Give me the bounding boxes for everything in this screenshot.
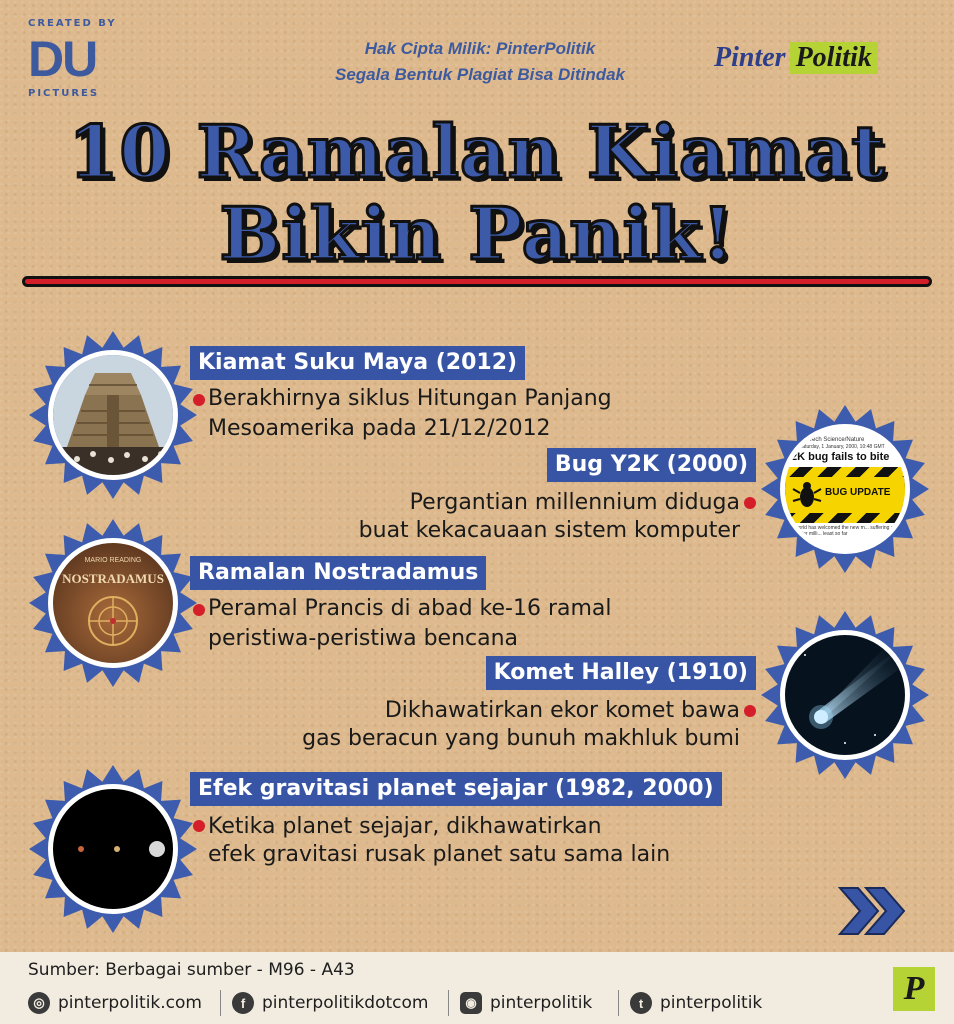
- badge-y2k: [760, 404, 930, 574]
- y2k-date: Saturday, 1 January, 2000, 10:48 GMT: [799, 444, 885, 450]
- desc-maya-line2: Mesoamerika pada 21/12/2012: [208, 416, 551, 441]
- desc-planets-line1: Ketika planet sejajar, dikhawatirkan: [208, 814, 602, 839]
- instagram-link[interactable]: [460, 990, 592, 1016]
- logo-pinter: Pinter: [714, 42, 786, 73]
- badge-halley: [760, 610, 930, 780]
- page-title-line2: Bikin Panik!: [219, 191, 735, 276]
- bullet-dot: [193, 394, 205, 406]
- nostradamus-book-image: [48, 538, 178, 668]
- copyright-line2: Segala Bentuk Plagiat Bisa Ditindak: [334, 65, 626, 84]
- badge-maya: [28, 330, 198, 500]
- du-pictures-logo: [28, 18, 118, 98]
- desc-nostradamus-line2: peristiwa-peristiwa bencana: [208, 626, 519, 651]
- heading-maya: Kiamat Suku Maya (2012): [190, 346, 525, 380]
- page-title-line1: 10 Ramalan Kiamat: [68, 109, 886, 194]
- created-by-label: CREATED BY: [28, 18, 117, 29]
- chevron-double-right-icon[interactable]: [838, 886, 908, 936]
- bullet-dot: [744, 497, 756, 509]
- y2k-header: Sci/Tech Science/Nature: [799, 437, 865, 443]
- footer-divider: [618, 990, 619, 1016]
- desc-halley-line1: Dikhawatirkan ekor komet bawa: [384, 698, 740, 723]
- desc-y2k-line1: Pergantian millennium diduga: [409, 490, 740, 515]
- source-text: Sumber: Berbagai sumber - M96 - A43: [28, 960, 355, 980]
- pictures-label: PICTURES: [28, 88, 100, 99]
- heading-nostradamus: Ramalan Nostradamus: [190, 556, 486, 590]
- bullet-dot: [193, 604, 205, 616]
- instagram-icon: ◉: [460, 992, 482, 1014]
- badge-planets: [28, 764, 198, 934]
- book-author: MARIO READING: [84, 557, 142, 564]
- bullet-dot: [193, 820, 205, 832]
- du-logo-letters: DU: [28, 31, 97, 87]
- pinterpolitik-p-logo: P: [893, 967, 935, 1011]
- astrolabe-icon: [83, 591, 143, 651]
- desc-y2k-line2: buat kekacauaan sistem komputer: [358, 518, 740, 543]
- facebook-icon: f: [232, 992, 254, 1014]
- facebook-label: pinterpolitikdotcom: [262, 993, 429, 1013]
- copyright-notice: [290, 36, 670, 88]
- website-label: pinterpolitik.com: [58, 993, 202, 1013]
- copyright-line1: Hak Cipta Milik: PinterPolitik: [364, 39, 596, 58]
- y2k-news-image: [780, 424, 910, 554]
- bullet-dot: [744, 705, 756, 717]
- globe-icon: ◎: [28, 992, 50, 1014]
- y2k-footer: world has welcomed the new m... suffering any major milli... least so far: [795, 525, 899, 537]
- instagram-label: pinterpolitik: [490, 993, 593, 1013]
- title-divider: [22, 276, 932, 287]
- logo-politik: Politik: [790, 42, 878, 74]
- twitter-label: pinterpolitik: [660, 993, 763, 1013]
- bug-update-banner: BUG UPDATE: [825, 487, 891, 498]
- desc-planets-line2: efek gravitasi rusak planet satu sama lain: [208, 842, 671, 867]
- footer-divider: [220, 990, 221, 1016]
- bug-icon: [791, 479, 823, 511]
- maya-pyramid-image: [48, 350, 178, 480]
- footer-divider: [448, 990, 449, 1016]
- heading-planets: Efek gravitasi planet sejajar (1982, 2000): [190, 772, 722, 806]
- aligned-planets-image: [48, 784, 178, 914]
- comet-image: [780, 630, 910, 760]
- twitter-link[interactable]: [630, 990, 762, 1016]
- desc-halley-line2: gas beracun yang bunuh makhluk bumi: [302, 726, 740, 751]
- y2k-headline: 2K bug fails to bite: [791, 451, 890, 463]
- twitter-icon: t: [630, 992, 652, 1014]
- desc-maya-line1: Berakhirnya siklus Hitungan Panjang: [208, 386, 612, 411]
- facebook-link[interactable]: [232, 990, 428, 1016]
- heading-halley: Komet Halley (1910): [486, 656, 756, 690]
- book-title: NOSTRADAMUS: [62, 571, 164, 586]
- desc-nostradamus-line1: Peramal Prancis di abad ke-16 ramal: [208, 596, 612, 621]
- pinterpolitik-logo: [714, 40, 878, 76]
- website-link[interactable]: [28, 990, 202, 1016]
- badge-nostradamus: [28, 518, 198, 688]
- heading-y2k: Bug Y2K (2000): [547, 448, 756, 482]
